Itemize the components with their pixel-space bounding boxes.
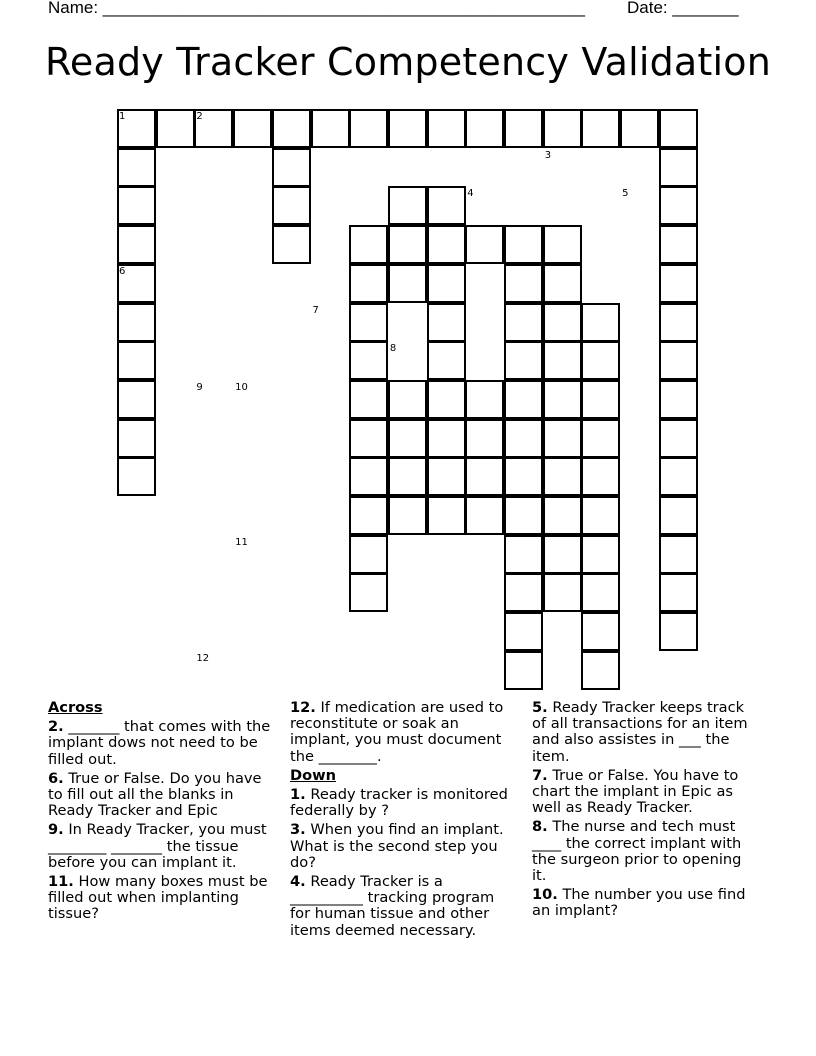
- grid-cell[interactable]: [659, 380, 698, 419]
- grid-cell[interactable]: [504, 651, 543, 690]
- across-clue-6: 6. True or False. Do you have to fill out all the blanks in Ready Tracker and Epic: [48, 769, 262, 820]
- grid-cell[interactable]: [465, 225, 504, 264]
- clue-number-7: 7: [312, 304, 319, 316]
- clues-column-2: [290, 700, 516, 942]
- grid-cell[interactable]: [427, 380, 466, 419]
- grid-cell[interactable]: [543, 264, 582, 303]
- grid-cell[interactable]: [388, 457, 427, 496]
- grid-cell[interactable]: [117, 186, 156, 225]
- grid-cell[interactable]: [427, 186, 466, 225]
- grid-cell[interactable]: [465, 380, 504, 419]
- grid-cell[interactable]: [543, 535, 582, 574]
- grid-cell[interactable]: [427, 457, 466, 496]
- grid-cell[interactable]: [427, 109, 466, 148]
- grid-cell[interactable]: [233, 109, 272, 148]
- grid-cell[interactable]: [504, 341, 543, 380]
- grid-cell[interactable]: [349, 225, 388, 264]
- clue-number-12: 12: [196, 652, 210, 664]
- grid-cell[interactable]: [388, 496, 427, 535]
- clue-number-5: 5: [622, 188, 629, 200]
- grid-cell[interactable]: [659, 612, 698, 651]
- grid-cell[interactable]: [659, 496, 698, 535]
- down-clue-4: 4. Ready Tracker is a __________ tracking program for human tissue and other items deemed necessary.: [290, 873, 495, 939]
- grid-cell[interactable]: [581, 341, 620, 380]
- date-field-label: Date: _______: [627, 0, 739, 17]
- grid-cell[interactable]: [465, 109, 504, 148]
- grid-cell[interactable]: [581, 303, 620, 342]
- grid-cell[interactable]: [581, 535, 620, 574]
- grid-cell[interactable]: [349, 109, 388, 148]
- grid-cell[interactable]: [543, 457, 582, 496]
- down-heading: Down: [290, 766, 337, 784]
- grid-cell[interactable]: [349, 457, 388, 496]
- grid-cell[interactable]: [581, 651, 620, 690]
- grid-cell[interactable]: [465, 496, 504, 535]
- grid-cell[interactable]: [388, 264, 427, 303]
- grid-cell[interactable]: [659, 535, 698, 574]
- grid-cell[interactable]: [504, 109, 543, 148]
- grid-cell[interactable]: [272, 225, 311, 264]
- grid-cell[interactable]: [543, 109, 582, 148]
- grid-cell[interactable]: [272, 186, 311, 225]
- grid-cell[interactable]: [581, 496, 620, 535]
- grid-cell[interactable]: [504, 496, 543, 535]
- grid-cell[interactable]: [504, 573, 543, 612]
- down-clue-1: 1. Ready tracker is monitored federally by ?: [290, 786, 508, 820]
- page-title: Ready Tracker Competency Validation: [45, 40, 771, 84]
- grid-cell[interactable]: [349, 303, 388, 342]
- clues-column-1: [48, 700, 274, 926]
- grid-cell[interactable]: [349, 380, 388, 419]
- grid-cell[interactable]: [581, 109, 620, 148]
- grid-cell[interactable]: [504, 612, 543, 651]
- down-clue-10: 10. The number you use find an implant?: [532, 886, 746, 920]
- down-clue-7: 7. True or False. You have to chart the implant in Epic as well as Ready Tracker.: [532, 766, 739, 817]
- grid-cell[interactable]: [427, 225, 466, 264]
- grid-cell[interactable]: [117, 457, 156, 496]
- down-clue-8: 8. The nurse and tech must ____ the correct implant with the surgeon prior to opening it.: [532, 818, 742, 885]
- grid-cell[interactable]: [504, 225, 543, 264]
- grid-cell[interactable]: [504, 457, 543, 496]
- clue-number-1: 1: [119, 111, 126, 122]
- grid-cell[interactable]: [659, 186, 698, 225]
- grid-cell[interactable]: [349, 341, 388, 380]
- grid-cell[interactable]: [620, 109, 659, 148]
- grid-cell[interactable]: [117, 380, 156, 419]
- grid-cell[interactable]: [465, 457, 504, 496]
- grid-cell[interactable]: [581, 419, 620, 458]
- clue-number-3: 3: [544, 149, 552, 161]
- grid-cell[interactable]: [117, 225, 156, 264]
- grid-cell[interactable]: [349, 496, 388, 535]
- grid-cell[interactable]: [349, 573, 388, 612]
- grid-cell[interactable]: [388, 109, 427, 148]
- grid-cell[interactable]: [427, 341, 466, 380]
- grid-cell[interactable]: [543, 419, 582, 458]
- down-clue-3: 3. When you find an implant. What is the second step you do?: [290, 821, 504, 871]
- grid-cell[interactable]: [427, 303, 466, 342]
- clues-column-3: [532, 700, 758, 923]
- grid-cell[interactable]: [659, 341, 698, 380]
- clue-number-9: 9: [196, 381, 203, 393]
- grid-cell[interactable]: [465, 419, 504, 458]
- grid-cell[interactable]: [504, 419, 543, 458]
- grid-cell[interactable]: [427, 419, 466, 458]
- grid-cell[interactable]: [659, 148, 698, 187]
- clue-number-4: 4: [467, 188, 474, 200]
- grid-cell[interactable]: [311, 109, 350, 148]
- grid-cell[interactable]: [581, 380, 620, 419]
- grid-cell[interactable]: [349, 264, 388, 303]
- grid-cell[interactable]: [349, 535, 388, 574]
- grid-cell[interactable]: [117, 148, 156, 187]
- clue-number-2: 2: [196, 111, 203, 122]
- grid-cell[interactable]: [543, 303, 582, 342]
- grid-cell[interactable]: [543, 573, 582, 612]
- clue-number-6: 6: [119, 265, 126, 277]
- grid-cell[interactable]: [388, 380, 427, 419]
- grid-cell[interactable]: [581, 457, 620, 496]
- across-heading: Across: [48, 699, 103, 716]
- clue-number-10: 10: [235, 381, 248, 393]
- grid-cell[interactable]: [659, 419, 698, 458]
- clue-number-11: 11: [235, 536, 248, 548]
- grid-cell[interactable]: [427, 264, 466, 303]
- grid-cell[interactable]: [349, 419, 388, 458]
- grid-cell[interactable]: [388, 186, 427, 225]
- grid-cell[interactable]: [504, 380, 543, 419]
- grid-cell[interactable]: [543, 225, 582, 264]
- across-clue-9: 9. In Ready Tracker, you must ________ _______ the tissue before you can implant it.: [48, 821, 267, 871]
- down-clue-5: 5. Ready Tracker keeps track of all transactions for an item and also assistes in ___ the item.: [532, 699, 748, 765]
- grid-cell[interactable]: [659, 457, 698, 496]
- grid-cell[interactable]: [504, 303, 543, 342]
- grid-cell[interactable]: [543, 496, 582, 535]
- grid-cell[interactable]: [659, 303, 698, 342]
- grid-cell[interactable]: [543, 341, 582, 380]
- grid-cell[interactable]: [659, 573, 698, 612]
- grid-cell[interactable]: [117, 341, 156, 380]
- grid-cell[interactable]: [272, 148, 311, 187]
- grid-cell[interactable]: [388, 419, 427, 458]
- grid-cell[interactable]: [388, 225, 427, 264]
- grid-cell[interactable]: [581, 612, 620, 651]
- grid-cell[interactable]: [659, 225, 698, 264]
- grid-cell[interactable]: [504, 264, 543, 303]
- grid-cell[interactable]: [659, 264, 698, 303]
- grid-cell[interactable]: [272, 109, 311, 148]
- grid-cell[interactable]: [117, 303, 156, 342]
- across-clue-11: 11. How many boxes must be filled out when implanting tissue?: [48, 873, 268, 923]
- clue-number-8: 8: [389, 343, 397, 355]
- grid-cell[interactable]: [156, 109, 195, 148]
- across-clue-2: 2. _______ that comes with the implant dows not need to be filled out.: [48, 718, 271, 768]
- grid-cell[interactable]: [659, 109, 698, 148]
- grid-cell[interactable]: [427, 496, 466, 535]
- grid-cell[interactable]: [117, 419, 156, 458]
- grid-cell[interactable]: [543, 380, 582, 419]
- across-clue-12: 12. If medication are used to reconstitute or soak an implant, you must document the ________.: [290, 699, 504, 765]
- grid-cell[interactable]: [581, 573, 620, 612]
- grid-cell[interactable]: [504, 535, 543, 574]
- name-field-label: Name: ___________________________________________________: [48, 0, 585, 17]
